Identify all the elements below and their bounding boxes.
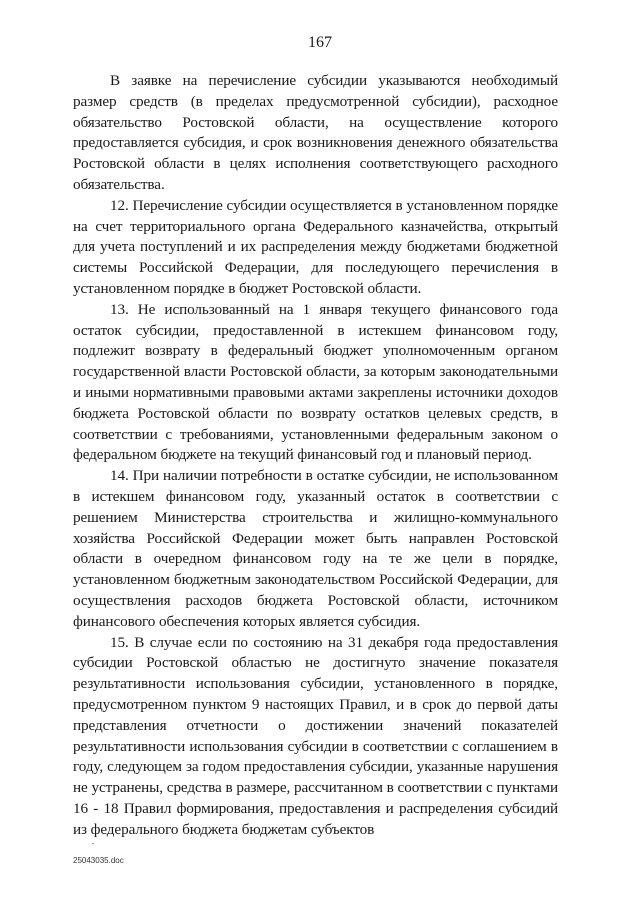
paragraph-13-unused-balance: 13. Не использованный на 1 января текущего финансового года остаток субсидии, предоставленной в истекшем финансовом году, подлежит возврату в федеральный бюджет уполномоченным органом государственной власти Ростовской области, за которым законодательными и иными нормативными правовыми актами закреплены источники доходов бюджета Ростовской области по возврату остатков целевых средств, в соответствии с требованиями, установленными федеральным законом о федеральном бюджете на текущий финансовый год и плановый период. xyxy=(73,300,558,464)
document-body xyxy=(73,71,558,840)
footer-file-name: 25043035.doc xyxy=(73,856,124,865)
page-number: 167 xyxy=(308,34,332,51)
paragraph-14-balance-need: 14. При наличии потребности в остатке субсидии, не использованном в истекшем финансовом году, указанный остаток в соответствии с решением Министерства строительства и жилищно-коммунального хозяйства Российской Федерации может быть направлен Ростовской области в очередном финансовом году на те же цели в порядке, установленном бюджетным законодательством Российской Федерации, для осуществления расходов бюджета Ростовской области, источником финансового обеспечения которых является субсидия. xyxy=(73,467,558,630)
paragraph-15-performance: 15. В случае если по состоянию на 31 декабря года предоставления субсидии Ростовской областью не достигнуто значение показателя результативности использования субсидии, установленного в порядке, предусмотренном пунктом 9 настоящих Правил, и в срок до первой даты представления отчетности о достижении значений показателей результативности использования субсидии в соответствии с соглашением в году, следующем за годом предоставления субсидии, указанные нарушения не устранены, средства в размере, рассчитанном в соответствии с пунктами 16 - 18 Правил формирования, предоставления и распределения субсидий из федерального бюджета бюджетам субъектов xyxy=(73,633,558,838)
paragraph-subsidy-application: В заявке на перечисление субсидии указываются необходимый размер средств (в пределах предусмотренной субсидии), расходное обязательство Ростовской области, на осуществление которого предоставляется субсидия, и срок возникновения денежного обязательства Ростовской области в целях исполнения соответствующего расходного обязательства. xyxy=(73,72,558,193)
scan-speck xyxy=(92,843,94,844)
paragraph-12-transfer: 12. Перечисление субсидии осуществляется в установленном порядке на счет территориального органа Федерального казначейства, открытый для учета поступлений и их распределения между бюджетами бюджетной системы Российской Федерации, для последующего перечисления в установленном порядке в бюджет Ростовской области. xyxy=(73,196,558,297)
